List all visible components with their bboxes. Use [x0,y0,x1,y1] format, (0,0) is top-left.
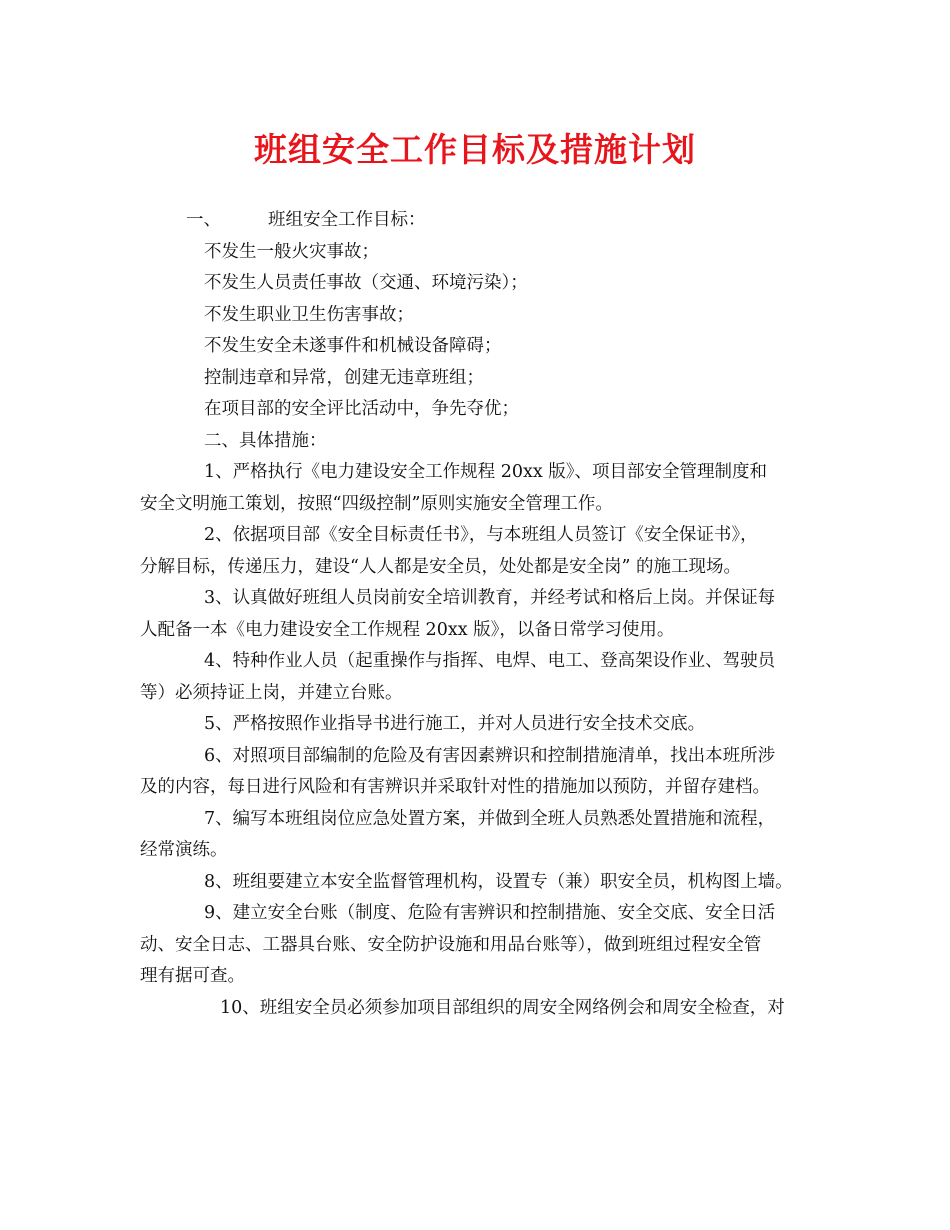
measure-line: 10、班组安全员必须参加项目部组织的周安全网络例会和周安全检查，对 [220,997,785,1018]
goal-item: 不发生职业卫生伤害事故； [204,304,414,325]
measure-line: 安全文明施工策划，按照“四级控制”原则实施安全管理工作。 [140,493,613,514]
measure-line: 4、特种作业人员（起重操作与指挥、电焊、电工、登高架设作业、驾驶员 [204,651,776,671]
measure-line: 5、严格按照作业指导书进行施工，并对人员进行安全技术交底。 [204,714,706,734]
measure-line: 6、对照项目部编制的危险及有害因素辨识和控制措施清单，找出本班所涉 [204,745,776,766]
measure-line: 9、建立安全台账（制度、危险有害辨识和控制措施、安全交底、安全日活 [204,903,776,923]
goal-item: 在项目部的安全评比活动中，争先夺优； [204,399,519,419]
goal-item: 不发生人员责任事故（交通、环境污染）； [204,273,528,293]
measure-line: 分解目标，传递压力，建设“人人都是安全员，处处都是安全岗” 的施工现场。 [140,556,741,577]
document-title: 班组安全工作目标及措施计划 [254,130,696,169]
measure-line: 3、认真做好班组人员岗前安全培训教育，并经考试和格后上岗。并保证每 [204,588,776,608]
section1-heading-text: 班组安全工作目标： [268,210,426,230]
measure-line: 人配备一本《电力建设安全工作规程 20xx 版》，以备日常学习使用。 [140,619,675,640]
measure-line: 动、安全日志、工器具台账、安全防护设施和用品台账等），做到班组过程安全管 [140,934,762,955]
measure-line: 及的内容，每日进行风险和有害辨识并采取针对性的措施加以预防，并留存建档。 [140,777,770,797]
section1-heading [140,205,818,237]
measure-line: 1、严格执行《电力建设安全工作规程 20xx 版》、项目部安全管理制度和 [204,462,768,482]
document-body [140,205,818,1024]
goal-item: 不发生安全未遂事件和机械设备障碍； [204,336,502,356]
measure-line: 2、依据项目部《安全目标责任书》，与本班组人员签订《安全保证书》， [204,525,758,545]
measure-line: 等）必须持证上岗，并建立台账。 [140,682,403,703]
goal-item: 不发生一般火灾事故； [204,241,379,262]
measure-line: 经常演练。 [140,840,228,860]
goal-item: 控制违章和异常，创建无违章班组； [204,367,484,388]
measure-line: 理有据可查。 [140,966,245,986]
measure-line: 8、班组要建立本安全监督管理机构，设置专（兼）职安全员，机构图上墙。 [204,871,793,892]
section2-heading: 二、具体措施： [204,430,327,451]
section1-number: 一、 [186,210,221,230]
measure-line: 7、编写本班组岗位应急处置方案，并做到全班人员熟悉处置措施和流程， [204,808,776,829]
